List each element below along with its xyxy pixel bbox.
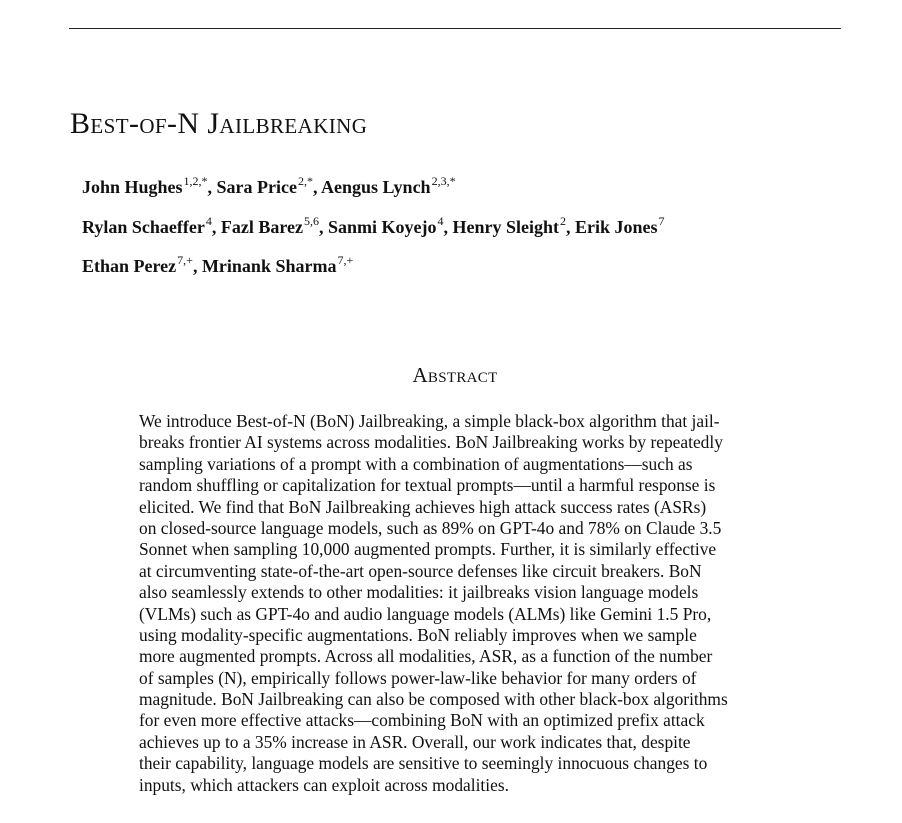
author-line	[82, 175, 665, 215]
abstract-line: breaks frontier AI systems across modalities. BoN Jailbreaking works by repeatedly	[139, 432, 723, 453]
author-affiliation-marker: 4	[437, 213, 444, 228]
abstract-line: magnitude. BoN Jailbreaking can also be composed with other black-box algorithms	[139, 689, 728, 710]
abstract-heading: Abstract	[412, 363, 498, 387]
author-name	[321, 174, 456, 197]
abstract-line: also seamlessly extends to other modalities: it jailbreaks vision language models	[139, 582, 699, 603]
author-name-text: Sara Price	[216, 177, 298, 197]
author-name-text: Ethan Perez	[82, 256, 177, 276]
abstract-line: achieves up to a 35% increase in ASR. Overall, our work indicates that, despite	[139, 731, 691, 752]
author-name	[82, 253, 202, 276]
author-name	[82, 213, 221, 237]
author-name-text: John Hughes	[82, 177, 183, 197]
author-name	[328, 213, 453, 237]
abstract-line: Sonnet when sampling 10,000 augmented prompts. Further, it is similarly effective	[139, 539, 717, 560]
abstract-line: (VLMs) such as GPT-4o and audio language models (ALMs) like Gemini 1.5 Pro,	[139, 603, 712, 624]
author-name	[201, 253, 354, 276]
author-affiliation-marker: 4	[205, 213, 212, 228]
abstract-line: on closed-source language models, such as 89% on GPT-4o and 78% on Claude 3.5	[139, 517, 722, 538]
author-list	[82, 175, 665, 294]
author-name	[82, 174, 217, 197]
abstract-line: inputs, which attackers can exploit across modalities.	[139, 774, 509, 795]
abstract-line: of samples (N), empirically follows power-law-like behavior for many orders of	[139, 667, 697, 688]
author-affiliation-marker: 7	[658, 213, 665, 228]
author-affiliation-marker: 5,6	[304, 213, 319, 228]
author-name	[220, 213, 328, 237]
author-separator: ,	[319, 216, 328, 237]
abstract-line: for even more effective attacks—combining BoN with an optimized prefix attack	[139, 710, 705, 731]
top-rule	[69, 28, 841, 29]
abstract-line: using modality-specific augmentations. BoN reliably improves when we sample	[139, 624, 697, 645]
author-separator: ,	[313, 177, 322, 197]
author-name-text: Erik Jones	[575, 216, 658, 237]
author-name-text: Rylan Schaeffer	[82, 216, 205, 237]
author-name-text: Aengus Lynch	[321, 177, 431, 197]
author-affiliation-marker: 2,3,*	[431, 174, 456, 188]
author-name	[216, 174, 322, 197]
author-affiliation-marker: 2	[560, 213, 567, 228]
author-name-text: Henry Sleight	[452, 216, 560, 237]
author-name	[575, 213, 665, 237]
author-line	[82, 215, 665, 255]
author-affiliation-marker: 1,2,*	[183, 174, 208, 188]
author-separator: ,	[192, 256, 202, 276]
abstract-line: random shuffling or capitalization for textual prompts—until a harmful response is	[139, 475, 716, 496]
abstract-body	[139, 411, 779, 796]
abstract-line: sampling variations of a prompt with a combination of augmentations—such as	[139, 453, 693, 474]
author-affiliation-marker: 2,*	[298, 174, 314, 188]
author-name	[452, 213, 576, 237]
author-name-text: Mrinank Sharma	[201, 256, 337, 276]
abstract-line: more augmented prompts. Across all modalities, ASR, as a function of the number	[139, 646, 713, 667]
abstract-line: at circumventing state-of-the-art open-source defenses like circuit breakers. BoN	[139, 560, 702, 581]
author-affiliation-marker: 7,+	[337, 253, 354, 267]
author-line	[82, 254, 665, 294]
author-separator: ,	[443, 216, 453, 237]
abstract-line: We introduce Best-of-N (BoN) Jailbreaking, a simple black-box algorithm that jail-	[139, 411, 720, 431]
author-separator: ,	[566, 216, 576, 237]
author-name-text: Fazl Barez	[220, 216, 303, 237]
author-separator: ,	[207, 177, 217, 197]
author-separator: ,	[211, 216, 221, 237]
abstract-line: their capability, language models are sensitive to seemingly innocuous changes to	[139, 753, 708, 774]
author-affiliation-marker: 7,+	[177, 253, 193, 267]
author-name-text: Sanmi Koyejo	[328, 216, 437, 237]
paper-title: Best-of-N Jailbreaking	[70, 107, 368, 140]
abstract-line: elicited. We find that BoN Jailbreaking achieves high attack success rates (ASRs)	[139, 496, 707, 517]
